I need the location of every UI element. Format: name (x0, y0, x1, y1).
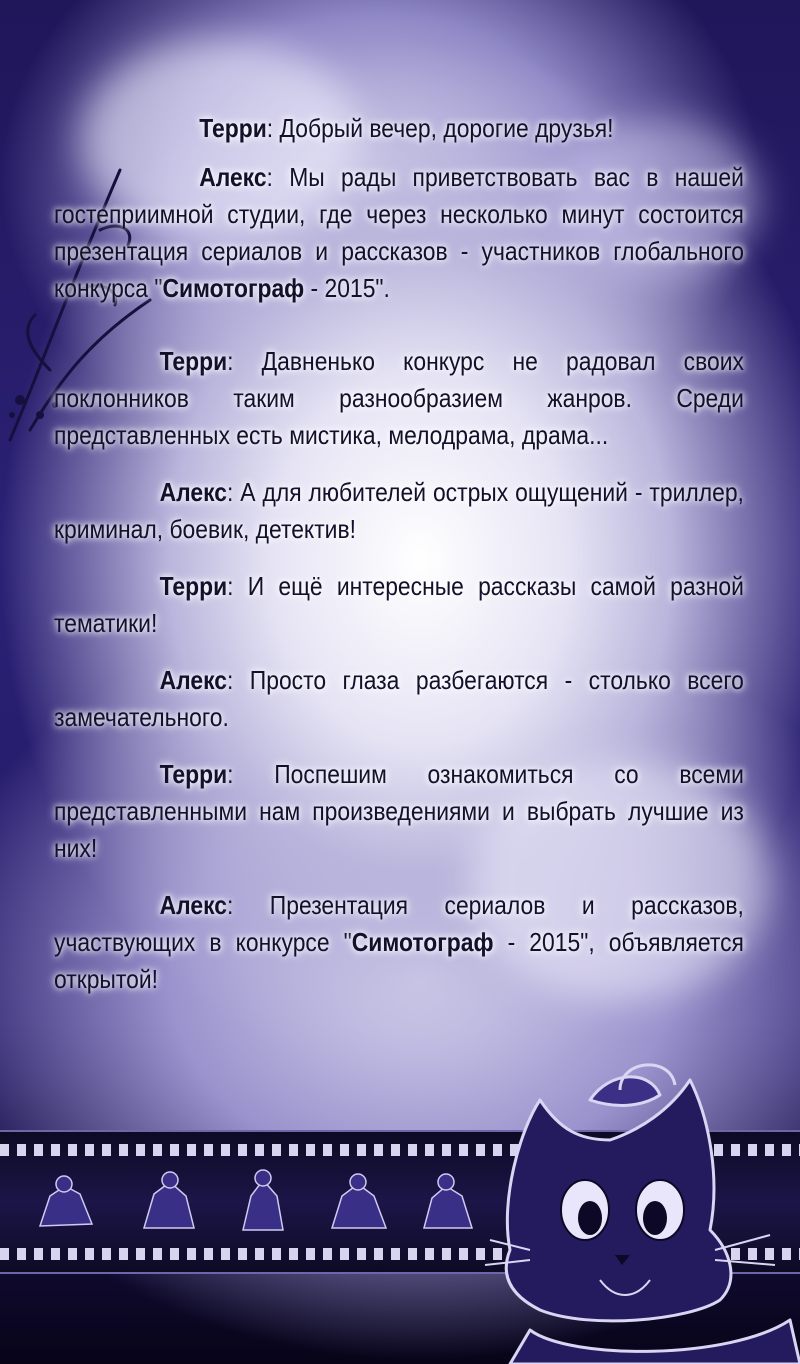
speaker-name: Алекс (159, 665, 227, 695)
dialogue-line (54, 662, 744, 736)
speaker-separator: : (266, 162, 273, 192)
dialogue-text-segment: Давненько конкурс не радовал своих поклонников таким разнообразием жанров. Среди представленных есть мистика, мелодрама, драма... (54, 346, 744, 450)
dialogue-text-segment: А для любителей острых ощущений - триллер, криминал, боевик, детектив! (54, 477, 744, 544)
dialogue-line (54, 110, 744, 147)
dialogue-text-segment: Просто глаза разбегаются - столько всего замечательного. (54, 665, 744, 732)
dialogue-text-segment: Презентация сериалов и рассказов, участвующих в конкурсе " (54, 890, 744, 957)
dialogue-line (54, 159, 744, 307)
dialogue-text-segment: - 2015", объявляется открытой! (54, 927, 744, 994)
film-frame-icon (225, 1166, 303, 1236)
dialogue-text-segment: - 2015". (304, 273, 390, 303)
speaker-name: Алекс (199, 162, 267, 192)
speaker-separator: : (266, 113, 274, 143)
speaker-separator: : (226, 665, 234, 695)
speaker-name: Терри (199, 113, 267, 143)
cartoon-cat-icon (470, 1060, 800, 1364)
speaker-separator: : (227, 571, 234, 601)
speaker-separator: : (227, 759, 234, 789)
dialogue-line (54, 474, 744, 548)
dialogue-text-segment: Добрый вечер, дорогие друзья! (273, 113, 614, 143)
speaker-name: Алекс (159, 477, 227, 507)
dialogue-line (54, 568, 744, 642)
contest-name: Симотограф (162, 273, 305, 303)
film-frame-icon (130, 1166, 208, 1236)
dialogue-text (54, 110, 744, 1018)
dialogue-text-segment: Мы рады приветствовать вас в нашей гостеприимной студии, где через несколько минут состоится презентация сериалов и рассказов - участников глобального конкурса " (54, 162, 744, 303)
contest-name: Симотограф (351, 927, 494, 957)
speaker-name: Терри (159, 759, 228, 789)
dialogue-line (54, 343, 744, 454)
dialogue-text-segment: Поспешим ознакомиться со всеми представленными нам произведениями и выбрать лучшие из них! (54, 759, 744, 863)
film-frame-icon (30, 1166, 108, 1236)
film-frame-icon (320, 1166, 398, 1236)
speaker-name: Терри (159, 571, 228, 601)
speaker-name: Терри (159, 346, 228, 376)
speaker-name: Алекс (159, 890, 227, 920)
dialogue-line (54, 756, 744, 867)
speaker-separator: : (227, 346, 234, 376)
speaker-separator: : (226, 477, 234, 507)
dialogue-text-segment: И ещё интересные рассказы самой разной тематики! (54, 571, 744, 638)
dialogue-line (54, 887, 744, 998)
speaker-separator: : (226, 890, 234, 920)
